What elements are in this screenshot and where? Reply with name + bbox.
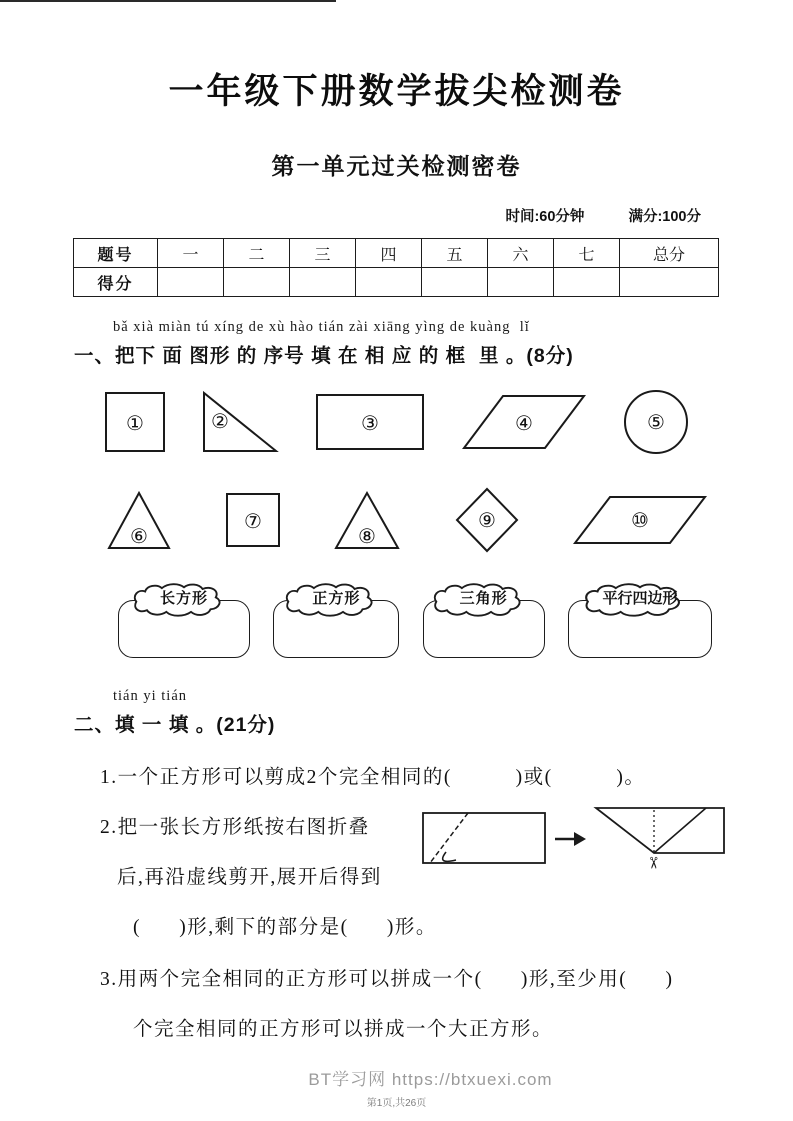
score-cell-7 — [554, 268, 620, 297]
shapes-row-1 — [104, 388, 690, 456]
svg-text:①: ① — [126, 411, 144, 435]
category-box-rectangle — [118, 590, 250, 658]
svg-text:⑤: ⑤ — [647, 410, 665, 434]
score-cell-2 — [224, 268, 290, 297]
shape-rectangle-3 — [314, 392, 426, 452]
svg-text:⑦: ⑦ — [243, 509, 262, 533]
svg-text:⑩: ⑩ — [631, 508, 649, 532]
fold-diagram-rectangle — [420, 808, 548, 870]
category-box-triangle — [423, 590, 545, 658]
shape-triangle-8 — [333, 489, 401, 551]
section1-heading: 一、把下 面 图形 的 序号 填 在 相 应 的 框 里 。(8分) — [74, 345, 574, 367]
shape-parallelogram-10 — [572, 494, 708, 546]
score-cell-1 — [158, 268, 224, 297]
score-table — [73, 238, 719, 297]
category-boxes — [118, 590, 712, 658]
svg-text:②: ② — [211, 409, 229, 433]
shape-square-1 — [104, 391, 166, 453]
question-2-figures — [420, 803, 728, 875]
shape-square-7 — [225, 492, 281, 548]
column-header-2: 二 — [224, 239, 290, 268]
question-2-line1: 2.把一张长方形纸按右图折叠 — [100, 817, 370, 838]
cloud-label-rectangle — [131, 583, 237, 617]
scissors-icon: ✂ — [644, 856, 661, 870]
section2-pinyin: tián yi tián — [113, 688, 188, 704]
shapes-row-2 — [106, 486, 708, 554]
page-title: 一年级下册数学拔尖检测卷 — [168, 72, 625, 111]
full-score-label: 满分:100分 — [628, 209, 701, 225]
section1-pinyin: bǎ xià miàn tú xíng de xù hào tián zài xiāng yìng de kuàng lǐ — [113, 319, 530, 335]
shape-diamond-9 — [454, 486, 520, 554]
score-cell-total — [620, 268, 719, 297]
unit-subtitle: 第一单元过关检测密卷 — [271, 153, 522, 179]
question-2-line3: ( )形,剩下的部分是( )形。 — [133, 917, 437, 938]
scan-artifact-line — [0, 0, 336, 2]
fold-diagram-cut — [592, 803, 728, 875]
category-label: 正方形 — [312, 590, 361, 607]
score-row — [74, 268, 719, 297]
section2-heading: 二、填 一 填 。(21分) — [74, 714, 276, 736]
column-header-7: 七 — [554, 239, 620, 268]
cloud-label-triangle — [431, 583, 537, 617]
score-cell-4 — [356, 268, 422, 297]
exam-meta — [0, 205, 701, 226]
question-1: 1.一个正方形可以剪成2个完全相同的( )或( )。 — [100, 767, 646, 788]
category-label: 三角形 — [459, 590, 508, 607]
question-number-row — [74, 239, 719, 268]
page-number-text: 第1页,共26页 — [366, 1098, 427, 1109]
arrow-right-icon — [553, 828, 587, 850]
question-2-line2: 后,再沿虚线剪开,展开后得到 — [117, 867, 382, 888]
shape-triangle-6 — [106, 489, 172, 551]
watermark-site-text: BT学习网 https://btxuexi.com — [308, 1070, 553, 1089]
column-header-6: 六 — [488, 239, 554, 268]
row-label-question-number: 题号 — [74, 239, 158, 268]
svg-text:⑥: ⑥ — [130, 524, 148, 548]
category-box-square — [273, 590, 399, 658]
shape-circle-5 — [622, 388, 690, 456]
column-header-1: 一 — [158, 239, 224, 268]
category-label: 平行四边形 — [602, 590, 678, 607]
shape-right-triangle-2 — [201, 390, 279, 454]
column-header-3: 三 — [290, 239, 356, 268]
score-cell-6 — [488, 268, 554, 297]
question-2 — [0, 811, 793, 939]
category-box-parallelogram — [568, 590, 712, 658]
page-footer — [0, 1065, 793, 1109]
score-cell-3 — [290, 268, 356, 297]
row-label-score: 得分 — [74, 268, 158, 297]
column-header-5: 五 — [422, 239, 488, 268]
column-header-total: 总分 — [620, 239, 719, 268]
cloud-label-square — [283, 583, 389, 617]
question-3-line2: 个完全相同的正方形可以拼成一个大正方形。 — [133, 1019, 554, 1040]
column-header-4: 四 — [356, 239, 422, 268]
time-limit-label: 时间:60分钟 — [505, 209, 585, 225]
cloud-label-parallelogram — [582, 583, 698, 617]
svg-text:③: ③ — [361, 411, 379, 435]
svg-text:④: ④ — [515, 411, 533, 435]
svg-text:⑨: ⑨ — [477, 508, 496, 532]
svg-text:⑧: ⑧ — [358, 524, 376, 548]
score-cell-5 — [422, 268, 488, 297]
question-3-line1: 3.用两个完全相同的正方形可以拼成一个( )形,至少用( ) — [100, 969, 674, 990]
shape-parallelogram-4 — [461, 393, 587, 451]
category-label: 长方形 — [159, 590, 208, 607]
